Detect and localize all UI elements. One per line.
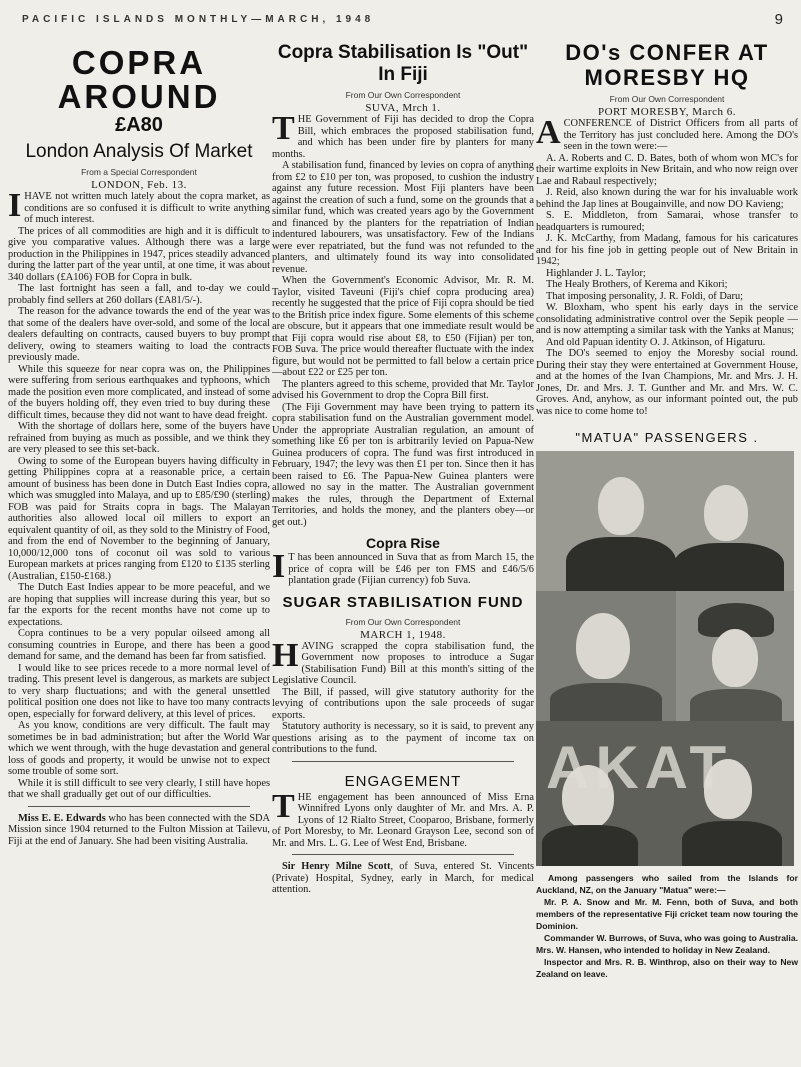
column-middle [272,38,534,1063]
article-paragraph: And old Papuan identity O. J. Atkinson, of Higaturu. [546,336,766,348]
caption-paragraph: Commander W. Burrows, of Suva, who was going to Australia. Mrs. W. Hansen, who intended to holiday in New Zealand. [536,933,798,955]
moresby-article-body [536,114,798,417]
drop-cap: T [272,787,295,825]
matua-headline: "MATUA" PASSENGERS . [575,430,759,445]
photo-man-glasses [536,591,676,721]
article-paragraph: With the shortage of dollars here, some of the buyers have refrained from buying as much as possible, and we think they are very pleased to see this set-back. [8,421,270,455]
sugar-byline: From Our Own Correspondent [345,616,461,627]
copra-byline: From a Special Correspondent [81,167,197,177]
sugar-article-body [272,636,534,756]
article-paragraph: The planters agreed to this scheme, provided that Mr. Taylor advised his Government to drop the Copra Bill first. [272,378,534,401]
sugar-dateline: MARCH 1, 1948. [360,628,446,641]
photo-caption [536,872,798,980]
drop-cap: A [536,114,561,151]
column-right [536,38,798,1063]
article-paragraph: Highlander J. L. Taylor; [546,267,646,279]
article-paragraph: THE engagement has been announced of Miss Erna Winnifred Lyons only daughter of Mr. and Mrs. A. P. Lyons of 12 Rialto Street, Cooparoo, Brisbane, formerly of Port Moresby, to Mr. Leonard Grayson Lee, second son of Mr. and Mrs. L. G. Lee of West End, Brisbane. [272,787,534,849]
copra-subheadline: London Analysis Of Market [25,141,253,162]
copra-price-headline: £A80 [115,114,163,136]
article-paragraph: HAVING scrapped the copra stabilisation fund, the Government now proposes to introduce a Sugar (Stabilisation Fund) Bill at this month's sitting of the Legislative Council. [272,636,534,686]
sugar-headline: SUGAR STABILISATION FUND [282,593,524,611]
moresby-byline: From Our Own Correspondent [609,94,725,104]
running-head: PACIFIC ISLANDS MONTHLY—MARCH, 1948 [22,14,375,25]
matua-ship-lettering: AKAT [546,734,733,801]
fiji-dateline: SUVA, Mrch 1. [365,102,441,114]
article-paragraph: Miss E. E. Edwards who has been connected with the SDA Mission since 1904 returned to the Fulton Mission at Tailevu, Fiji at the end of January. She had been visiting Australia. [8,812,270,847]
caption-paragraph: Among passengers who sailed from the Islands for Auckland, NZ, on the January "Matua" were:— [536,873,798,895]
fiji-byline: From Our Own Correspondent [345,90,461,100]
photo-two-men [536,451,794,591]
divider [28,806,250,807]
drop-cap: I [272,548,286,585]
article-paragraph: The Dutch East Indies appear to be more peaceful, and we are hoping that supplies will increase during this year, but so far the exports for the recent months have not come up to expectations. [8,582,270,628]
divider [292,761,514,762]
article-paragraph: J. K. McCarthy, from Madang, famous for his caricatures and for his fine job in getting people out of New Britain in 1942; [536,233,798,267]
article-paragraph: IHAVE not written much lately about the copra market, as conditions are so confused it is difficult to write anything of much interest. [8,187,270,225]
article-paragraph: A stabilisation fund, financed by levies on copra of anything from £2 to £10 per ton, was proposed, to cushion the industry against any future recession. Most Fiji planters have been against the creation of such a fund, some on the grounds that a similar fund, which was created years ago by the Government and financed by the planters for the repatriation of Indian indentured labourers, was unsatisfactory. Few of the Indians were ever repatriated, but the fund was not refunded to the planters, and ultimately found its way into consolidated revenue. [272,160,534,275]
scott-note [272,861,534,896]
article-paragraph: A. A. Roberts and C. D. Bates, both of whom won MC's for their wartime exploits in New Britain, and who now reign over Lae and Rabaul respectively; [536,152,798,187]
moresby-headline: DO's CONFER AT MORESBY HQ [565,40,769,90]
drop-cap: H [272,636,299,674]
article-paragraph: W. Bloxham, who spent his early days in the service consolidating administrative control over the Sepik people — and is now attempting a similar task with the Yanks at Manus; [536,302,798,336]
article-paragraph: The Bill, if passed, will give statutory authority for the levying of contributions upon the sale proceeds of sugar exports. [272,686,534,721]
photo-woman-hat [676,591,794,721]
article-paragraph: Copra continues to be a very popular oilseed among all consuming countries in Europe, and there has been a good demand for same, and the demand has been far from satisfied. [8,628,270,662]
copra-rise-headline: Copra Rise [366,535,440,551]
article-paragraph: The prices of all commodities are high and it is difficult to give you comparative values. Although there was a large production in the Philippines in 1947, prices steadily advanced during the latter part of the year until, at one time, it was about 340 dollars (£A106) FOB for Copra in bulk. [8,225,270,283]
article-paragraph: S. E. Middleton, from Samarai, whose transfer to headquarters is rumoured; [536,210,798,233]
article-paragraph: Sir Henry Milne Scott, of Suva, entered St. Vincents (Private) Hospital, Sydney, early in March, for medical attention. [272,861,534,895]
article-paragraph: The reason for the advance towards the end of the year was that some of the dealers have over-sold, and some of the local dealers defaulting on contracts, caused buyers to buy prompt delivery, owing to steamers waiting to load the contracts previously made. [8,306,270,363]
article-paragraph: Statutory authority is necessary, so it is said, to prevent any questions arising as to the payment of income tax on contributions to the fund. [272,721,534,755]
engagement-headline: ENGAGEMENT [344,772,462,790]
fiji-headline: Copra Stabilisation Is "Out" In Fiji [277,42,529,85]
article-paragraph: J. Reid, also known during the war for his invaluable work behind the Jap lines at Bougainville, and now DO Kavieng; [536,187,798,210]
article-paragraph: The DO's seemed to enjoy the Moresby social round. During their stay they were entertained at Government House, and at the homes of the Ivan Champions, Mr. and Mrs. J. H. Jones, Dr. and Mrs. J. T. Gunther and Mr. and Mrs. W. C. Groves. And, anyhow, as our informant pointed out, the pub was nice to come home to! [536,348,798,417]
copra-article-body [8,187,270,801]
article-paragraph: While it is still difficult to see very clearly, I still have hopes that we shall gradually get out of our difficulties. [8,777,270,800]
caption-paragraph: Inspector and Mrs. R. B. Winthrop, also on their way to New Zealand on leave. [536,957,798,979]
article-paragraph: While this squeeze for near copra was on, the Philippines were suffering from serious earthquakes and typhoons, which made the position even more complicated, and instead of some of the buyers holding off, they even tried to buy during these difficult times, because they did not want to have dead freight. [8,363,270,421]
article-paragraph: I would like to see prices recede to a more normal level of trading. This present level is dangerous, as markets are subject to very sharp fluctuations; and with the general unsettled political position one does not like to have too many contracts open, especially for forward delivery, at this level of prices. [8,662,270,720]
drop-cap: T [272,110,295,147]
article-paragraph: (The Fiji Government may have been trying to pattern its copra stabilisation fund on the Australian government model. Under the appropriate Australian regulation, an amount of something like £6 per ton is arbitrarily levied on Papua-New Guinea producers of copra. The fund was first introduced in February, 1947; the levy was then £1 per ton. Since then it has been raised to £6. The Papua-New Guinea planters were allowed no say in the matter. The Australian government makes the rules, through the Department of External Territories, and holds the money, and the planters obey—or get out.) [272,401,534,528]
article-paragraph: Owing to some of the European buyers having difficulty in getting Philippines copra at a reasonable price, a certain amount of business has been done in Dutch East Indies copra, which was smuggled into Malaya, and up to £85/£90 (sterling) FOB was paid for Straits copra in bags. The Malayan authorities also allowed local oil millers to export an equivalent quantity of oil, as they sold to the Ministry of Food, and from the end of November to the beginning of January, 10,000/12,000 tons of coconut oil was sold to various European markets at prices ranging from £120 to £135 sterling (Australian, £150-£168.) [8,455,270,582]
drop-cap: I [8,187,22,224]
article-paragraph: I T has been announced in Suva that as from March 15, the price of copra will be £46 per ton FMS and £46/5/6 plantation grade (Fijian currency) fob Suva. [272,548,534,586]
page-number: 9 [774,11,783,28]
edwards-note [8,813,270,848]
article-paragraph: As you know, conditions are very difficult. The fault may sometimes be in bad administration; but after the World War which we went through, with the huge devastation and general loss of goods and property, it would be unwise not to expect some trouble of some sort. [8,720,270,777]
copra-dateline: LONDON, Feb. 13. [91,179,187,191]
person-name: Sir Henry Milne Scott [282,861,391,872]
person-name: Miss E. E. Edwards [18,812,106,824]
divider [292,854,514,855]
caption-paragraph: Mr. P. A. Snow and Mr. M. Fenn, both of Suva, and both members of the representative Fiji cricket team now touring the Dominion. [536,897,798,931]
article-paragraph: When the Government's Economic Advisor, Mr. R. M. Taylor, visited Taveuni (Fiji's chief copra producing area) recently he suggested that the price of Fiji copra should be tied to the British price index figure. Some elements of this scheme are obscure, but it appears that one immediate result would be that Fiji copra would rise about £8, to £50 (Fijian) per ton, FOB Suva. The price would thereafter fluctuate with the index figure, but would not be permitted to fall below a certain price—about £22 or £25 per ton. [272,275,534,378]
copra-headline: COPRA AROUND [57,44,221,115]
article-paragraph: The last fortnight has seen a fall, and to-day we could probably find sellers at 260 dollars (£A81/5/-). [8,283,270,306]
article-paragraph: ACONFERENCE of District Officers from all parts of the Territory has just concluded here. Among the DO's seen in the town were:— [536,114,798,152]
fiji-article-body [272,110,534,528]
engagement-body [272,787,534,850]
copra-rise-body [272,548,534,587]
passenger-photo-collage [536,451,794,866]
column-left [8,38,270,1063]
article-paragraph: THE Government of Fiji has decided to drop the Copra Bill, which embraces the proposed stabilisation fund, and which has been under fire by planters for many months. [272,110,534,160]
article-paragraph: The Healy Brothers, of Kerema and Kikori; [546,279,728,290]
article-paragraph: That imposing personality, J. R. Foldi, of Daru; [546,290,744,302]
moresby-dateline: PORT MORESBY, March 6. [598,106,736,118]
